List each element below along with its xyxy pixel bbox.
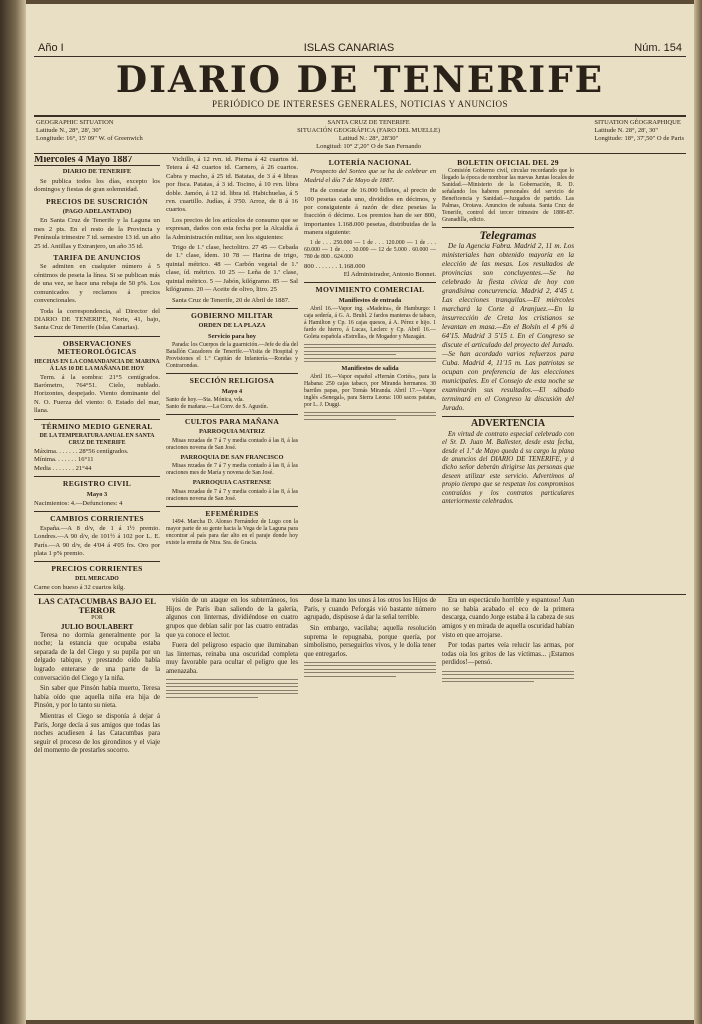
parish-1: PARROQUIA MATRIZ xyxy=(199,428,265,436)
correspondence-text: Toda la correspondencia, al Director del DIARIO DE TENERIFE, Norte, 41, bajo, Santa Cruz de Tenerife (Islas Canarias). xyxy=(34,307,160,332)
lottery-prospect: Prospecto del Sorteo que se ha de celebrar en Madrid el día 7 de Mayo de 1887. xyxy=(304,168,436,184)
prices-intro: Los precios de los artículos de consumo que se expresan, dados con esta fecha por la Alcaldía á la Administración militar, son los siguientes: xyxy=(166,216,298,241)
religious-date: Mayo 4 xyxy=(221,387,243,395)
serial-paragraph: Mientras el Ciego se disponía á dejar á París, Jorge decía á sus amigos que todas las noches acudiesen á las Catacumbas para seguir el proceso de los girondinos y el viaje del momento de prestarles socorro. xyxy=(34,712,160,755)
divider xyxy=(34,419,160,420)
upper-columns xyxy=(34,156,686,592)
telegrams-section xyxy=(442,228,574,413)
serial-paragraph: dose la mano los unos á los otros los Hijos de París, y cuando Peforgás vió bastante número agrupado, dispúsose á dar la señal terrible. xyxy=(304,597,436,622)
text-lines xyxy=(304,412,436,420)
column-4 xyxy=(442,156,574,592)
geo-center xyxy=(297,119,440,151)
temp-min: Mínima. . . . . . . 16°11 xyxy=(34,456,94,464)
text-lines xyxy=(304,662,436,677)
divider xyxy=(34,476,160,477)
notice-text: En virtud de contrato especial celebrado con el Sr. D. Juan M. Ballester, desde esta fecha, desde el 1.º de Mayo queda á su cargo la plana de anuncios del DIARIO DE TENERIFE, y á dicho señor deberán dirigirse las personas que deseen utilizar este servicio. Advertimos al propio tiempo que se respetan los compromisos contraídos y los contratos particulares anteriormente celebrados. xyxy=(442,430,574,506)
column-3 xyxy=(304,156,436,592)
commerce-heading: MOVIMIENTO COMERCIAL xyxy=(315,285,425,295)
parish-3: PARROQUIA CASTRENSE xyxy=(192,479,272,487)
meteo-heading: OBSERVACIONES METEOROLÓGICAS xyxy=(57,338,137,357)
temp-max: Máxima. . . . . . . 28°56 centígrados. xyxy=(34,447,129,455)
saint-tomorrow: Santo de mañana.—La Conv. de S. Agustín. xyxy=(166,403,269,410)
serial-section xyxy=(34,594,686,758)
serial-column-2 xyxy=(166,597,298,758)
divider xyxy=(166,373,298,374)
lottery-admin: El Administrador, Antonio Bonnet. xyxy=(343,271,436,279)
text-line xyxy=(166,683,298,684)
serial-paragraph: Fuera del peligroso espacio que iluminaban las linternas, reinaba una oscuridad completa muy favorable para ocultar el peligro que les amenazaba. xyxy=(166,642,298,675)
text-line xyxy=(304,347,436,348)
parish-1-text: Misas rezadas de 7 á 7 y media contado á las 8, á las oraciones novena de San José. xyxy=(166,437,298,451)
geo-center-long: Longitud: 10° 2',20" O de San Fernando xyxy=(316,143,421,150)
serial-column-3 xyxy=(304,597,436,758)
registry-text: Nacimientos: 4.—Defunciones: 4 xyxy=(34,500,123,507)
military-text: Parada: los Cuerpos de la guarnición.—Jefe de día del Batallón Cazadores de Tenerife.—Visita de Hospital y Provisiones el 1.º Capitán de Infantería.—Rondas y Contrarondas. xyxy=(166,342,298,370)
lottery-total: 800 . . . . . . . 1.168.000 xyxy=(304,262,365,270)
service-heading: Servicio para hoy xyxy=(208,332,256,340)
divider xyxy=(304,282,436,283)
ephemeris-heading: EFEMÉRIDES xyxy=(205,508,259,518)
text-line xyxy=(304,354,396,355)
geo-left-lat: Latitude N., 28°, 28', 30" xyxy=(36,127,102,134)
serial-paragraph: Sin embargo, vacilaba; aquella resolución suprema le repugnaba, porque quería, por simbolismo, perseguirlos vivos, y le dolía tener que entregarlos. xyxy=(304,625,436,658)
divider xyxy=(166,414,298,415)
geo-center-sub: SITUACIÓN GEOGRÁFICA (FARO DEL MUELLE) xyxy=(297,127,441,134)
geo-right-long: Longitude: 18°, 37',50" O de Paris xyxy=(594,135,684,142)
text-line xyxy=(166,686,298,687)
order-heading: ORDEN DE LA PLAZA xyxy=(198,322,266,330)
serial-paragraph: Sin saber que Pinsón había muerto, Teresa había oído que aquella niña era hija de Pinsón, y por lo tanto su nieta. xyxy=(34,685,160,710)
book-spine xyxy=(0,0,26,1024)
exits-heading: Manifiestos de salida xyxy=(341,364,399,372)
text-line xyxy=(304,676,396,677)
newspaper-page xyxy=(26,4,694,1020)
text-line xyxy=(166,697,258,698)
serial-title: LAS CATACUMBAS BAJO EL TERROR xyxy=(38,597,156,615)
divider xyxy=(34,511,160,512)
text-lines xyxy=(304,344,436,363)
lottery-heading: LOTERÍA NACIONAL xyxy=(328,158,412,167)
year-label: Año I xyxy=(38,42,64,54)
subscription-heading: PRECIOS DE SUSCRICIÓN xyxy=(45,196,149,206)
serial-by: POR xyxy=(91,615,103,622)
region-label: ISLAS CANARIAS xyxy=(303,42,395,54)
geo-right-lat: Latitude N. 28°, 28', 30" xyxy=(594,127,658,134)
geo-infobar xyxy=(34,115,686,154)
meteo-sub: HECHAS EN LA COMANDANCIA DE MARINA Á LAS 10 DE LA MAÑANA DE HOY xyxy=(34,358,160,372)
header-topline xyxy=(34,8,686,57)
text-line xyxy=(304,358,436,359)
text-line xyxy=(304,662,436,663)
lottery-text: Ha de constar de 16.000 billetes, al precio de 100 pesetas cada uno, divididos en décimos, y por consiguiente á razón de diez pesetas la fracción ó décimo. Los premios han de ser 800, importantes 1.168.000 pesetas, distribuidas de la manera siguiente: xyxy=(304,187,436,237)
divider xyxy=(166,506,298,507)
entries-text: Abril 16.—Vapor ing. «Madeira», de Hamburgo: 1 caja sedería, á G. A. Bruhl. 2 fardos manteras de tabaco, á Hamilton y Cp. 16 cajas quesos, á A. Pérez e hijo. 1 fardo de hierro, á Lucas, Leclerc y Cp. Abril 16.—Goleta española «Estrella», de Mogador y Mazagán. xyxy=(304,306,436,341)
page-edge xyxy=(694,0,702,1024)
column-2 xyxy=(166,156,298,592)
serial-paragraph: Teresa no dormía generalmente por la noche; la estancia que ocupaba estaba separada de la del Ciego y su pupila por un delgado tabique, y prestando oído había logrado enterarse de una parte de la conversación del Ciego y la niña. xyxy=(34,631,160,682)
text-line xyxy=(304,665,436,666)
serial-paragraph: visión de un ataque en los subterráneos, los Hijos de París iban saliendo de la galería, algunos con linternas, dividiéndose en cuatro grupos que debían salir por las cuatro entradas que ya conoce el lector. xyxy=(166,597,298,639)
text-line xyxy=(304,351,436,352)
ads-heading: TARIFA DE ANUNCIOS xyxy=(53,253,141,263)
text-line xyxy=(304,669,436,670)
lottery-prizes: 1 de . . . 250.000 — 1 de . . . 120.000 — 1 de . . . 60.000 — 1 de . . . 30.000 — 12 de 5.000 . 60.000 — 780 de 800 . 624.000 xyxy=(304,239,436,260)
temp-heading: TÉRMINO MEDIO GENERAL xyxy=(41,421,153,431)
geo-center-lat: Latitud N.: 28°, 28'30" xyxy=(338,135,399,142)
temp-sub: DE LA TEMPERATURA ANUAL EN SANTA CRUZ DE TENERIFE xyxy=(39,432,155,446)
parish-2: PARROQUIA DE SAN FRANCISCO xyxy=(180,453,284,461)
temp-avg: Media . . . . . . . 21°44 xyxy=(34,464,92,472)
parish-2-text: Misas rezadas de 7 á 7 y media contado á las 8, á las oraciones mes de María y novena de San José. xyxy=(166,463,298,477)
serial-paragraph: Era un espectáculo horrible y espantoso! Aun no se había acabado el eco de la primera descarga, cuando Jorge estaba á la cabeza de sus amigos y en mirada de aquella oscuridad habían visto en que arrojarse. xyxy=(442,597,574,639)
saint-today: Santo de hoy.—Sta. Mónica, vda. xyxy=(166,396,244,403)
text-line xyxy=(304,415,436,416)
text-line xyxy=(304,412,436,413)
exits-text: Abril 16.—Vapor español «Hernán Cortés», para la Habana: 250 cajas tabaco, por Miranda hermanos. 30 barriles papas, por Tomás Miranda. Abril 17.—Vapor inglés «Senegal», para Sierra Leona: 100 sacos patatas, por L. J. Duggi. xyxy=(304,374,436,409)
text-line xyxy=(166,690,298,691)
column-1 xyxy=(34,156,160,592)
geo-left-long: Longitude: 16°, 15' 09" W. of Greenwich xyxy=(36,135,143,142)
geo-right xyxy=(594,119,684,151)
exchange-text: España.—A 8 d/v, de 1 á 1½ premio. Londres.—A 90 d/v, de 101½ á 102 por L. E. París.—A 90 d/v, de 4'04 á 4'05 frs. Oro por plata 1 p% premio. xyxy=(34,524,160,558)
geo-right-title: SITUATION GÉOGRAPHIQUE xyxy=(594,119,681,126)
worship-heading: CULTOS PARA MAÑANA xyxy=(184,416,280,426)
text-line xyxy=(304,361,436,362)
issue-number: Núm. 154 xyxy=(634,42,682,54)
text-lines xyxy=(442,671,574,683)
text-line xyxy=(442,678,574,679)
entries-heading: Manifiestos de entrada xyxy=(338,296,402,304)
geo-left xyxy=(36,119,143,151)
text-lines xyxy=(166,679,298,698)
serial-column-4 xyxy=(442,597,574,758)
intro-text: Se publica todos los días, excepto los domingos y fiestas de gran solemnidad. xyxy=(34,177,160,194)
bulletin-heading: BOLETIN OFICIAL DEL 29 xyxy=(457,158,559,167)
prices-articles: Trigo de 1.ª clase, hectolitro. 27 45 — Cebada de 1.ª clase, ídem. 10 78 — Harina de trigo, quintal métrico. 48 — Carbón vegetal de 1.ª clase, íd. métrico. 10 25 — Leña de 1.ª clase, quintal métrico. 5 — Jabón, kilógramo. 85 — Sal kilógramo. 20 — Aceite de olivo, litro. 25 xyxy=(166,244,298,294)
text-line xyxy=(442,681,534,682)
geo-left-title: GEOGRAPHIC SITUATION xyxy=(36,119,114,126)
geo-center-title: SANTA CRUZ DE TENERIFE xyxy=(327,119,410,126)
prices-date: Santa Cruz de Tenerife, 20 de Abril de 1887. xyxy=(172,296,290,304)
text-line xyxy=(304,344,436,345)
issue-date: Miercoles 4 Mayo 1887 xyxy=(34,156,160,166)
subscription-sub: (PAGO ADELANTADO) xyxy=(62,208,132,216)
market-heading: PRECIOS CORRIENTES xyxy=(51,564,143,574)
religious-heading: SECCIÓN RELIGIOSA xyxy=(189,376,275,386)
notice-heading: ADVERTENCIA xyxy=(470,418,546,430)
divider xyxy=(34,336,160,337)
text-line xyxy=(304,672,436,673)
masthead-subtitle: PERIÓDICO DE INTERESES GENERALES, NOTICIAS Y ANUNCIOS xyxy=(211,99,509,109)
parish-3-text: Misas rezadas de 7 á 7 y media contado á las 8, á las oraciones novena de San José. xyxy=(166,488,298,502)
text-line xyxy=(442,671,574,672)
text-line xyxy=(442,674,574,675)
market-sub: DEL MERCADO xyxy=(75,575,119,582)
ephemeris-text: 1494. Marcha D. Alonso Fernández de Lugo con la mayor parte de su gente hacia la Vega de la Laguna para encontrar al país para dar alto en el paraje donde hoy existe la ermita de Ntra. Sra. de Gracia. xyxy=(166,518,298,546)
serial-author: JULIO BOULABERT xyxy=(60,622,134,632)
masthead-title: DIARIO DE TENERIFE xyxy=(115,59,605,101)
serial-column-1 xyxy=(34,597,160,758)
registry-heading: REGISTRO CIVIL xyxy=(62,479,132,489)
ads-text: Se admiten en cualquier número á 5 céntimos de peseta la línea. Si se publican más de una vez, se hace una rebaja de 50 p%. Los comunicados y reclamos á precios convencionales. xyxy=(34,263,160,305)
registry-date: Mayo 3 xyxy=(86,490,108,498)
telegrams-heading: Telegramas xyxy=(479,228,537,243)
text-line xyxy=(166,693,298,694)
military-heading: GOBIERNO MILITAR xyxy=(190,310,274,320)
prices-list: Vichillo, á 12 rvn. id. Pierna á 42 cuartos id. Tetera á 42 cuartos id. Carnero, á 26 cuartos. Cabra y macho, á 25 id. Batatas, de 3 á 4 libras por fisca. Patatas, á 3 id. Tocino, á 10 rvn. libra doble. Jamón, á 12 id. libra id. Habichuelas, á 5 rvn. cuartillo. Judías, á 3'50. Arroz, de 8 á 16 cuartos. xyxy=(166,156,298,214)
bulletin-text: Comisión Gobierno civil, circular recordando que lo llegado la época de nombrar las nuevas Juntas locales de Sanidad.—Ministerio de la Gobernación, R. D. señalando los haberes personales del servicio de Beneficencia y Sanidad.—Juzgados de partido. Las Palmas, Orotava. Anuncios de subasta. Santa Cruz de Tenerife, control del tercer trimestre de 1886-87. Granadilla, edicto. xyxy=(442,168,574,224)
meteo-text: Term. á la sombra: 21°5 centígrados. Barómetro, 764°51. Cielo, nublado. Horizontes, despejado. Viento dominante del N. O. Fuerza del viento: 0. Estado del mar, llana. xyxy=(34,373,160,415)
serial-paragraph: Por todas partes veía relucir las armas, por todas oía los gritos de las víctimas... ¡Estamos perdidos!—pensó. xyxy=(442,642,574,667)
text-line xyxy=(166,679,298,680)
text-line xyxy=(304,419,396,420)
telegrams-text: De la Agencia Fabra. Madrid 2, 11 m. Los ministeriales han obtenido mayoría en la elección de las mesas. Los resultados de provincias son concluyentes.—Se ha celebrado la fiesta cívica de hoy con grandísima concurrencia. Madrid 2, 4'45 t. Las elecciones tranquilas.—El miércoles marchará la Corte á Aranjuez.—En la insurrección de Creta los cristianos se levantan en masa.—En el Bolsín el 4 p% á 64'15. Madrid 3 5'15 t. En el Congreso se discute el articulado del proyecto del Jurado.—Se han acordado varios refuerzos para Cuba. Madrid 4, 11'15 m. Las patriotas se ocupan con preferencia de las elecciones municipales. En el Consejo de esta noche se examinarán sus resultados.—El sábado terminará en el Congreso la discusión del Jurado. xyxy=(442,242,574,413)
subscription-text: En Santa Cruz de Tenerife y la Laguna un mes 2 pts. En el resto de la Provincia y Península trimestre 7 id. semestre 13 id. un año 25 id. Antillas y Extranjero, un año 35 id. xyxy=(34,217,160,250)
paper-name: DIARIO DE TENERIFE xyxy=(62,168,132,176)
divider xyxy=(34,561,160,562)
market-text: Carne con hueso á 32 cuartos kilg. xyxy=(34,583,126,591)
divider xyxy=(166,308,298,309)
divider xyxy=(442,416,574,417)
exchange-heading: CAMBIOS CORRIENTES xyxy=(50,514,144,524)
